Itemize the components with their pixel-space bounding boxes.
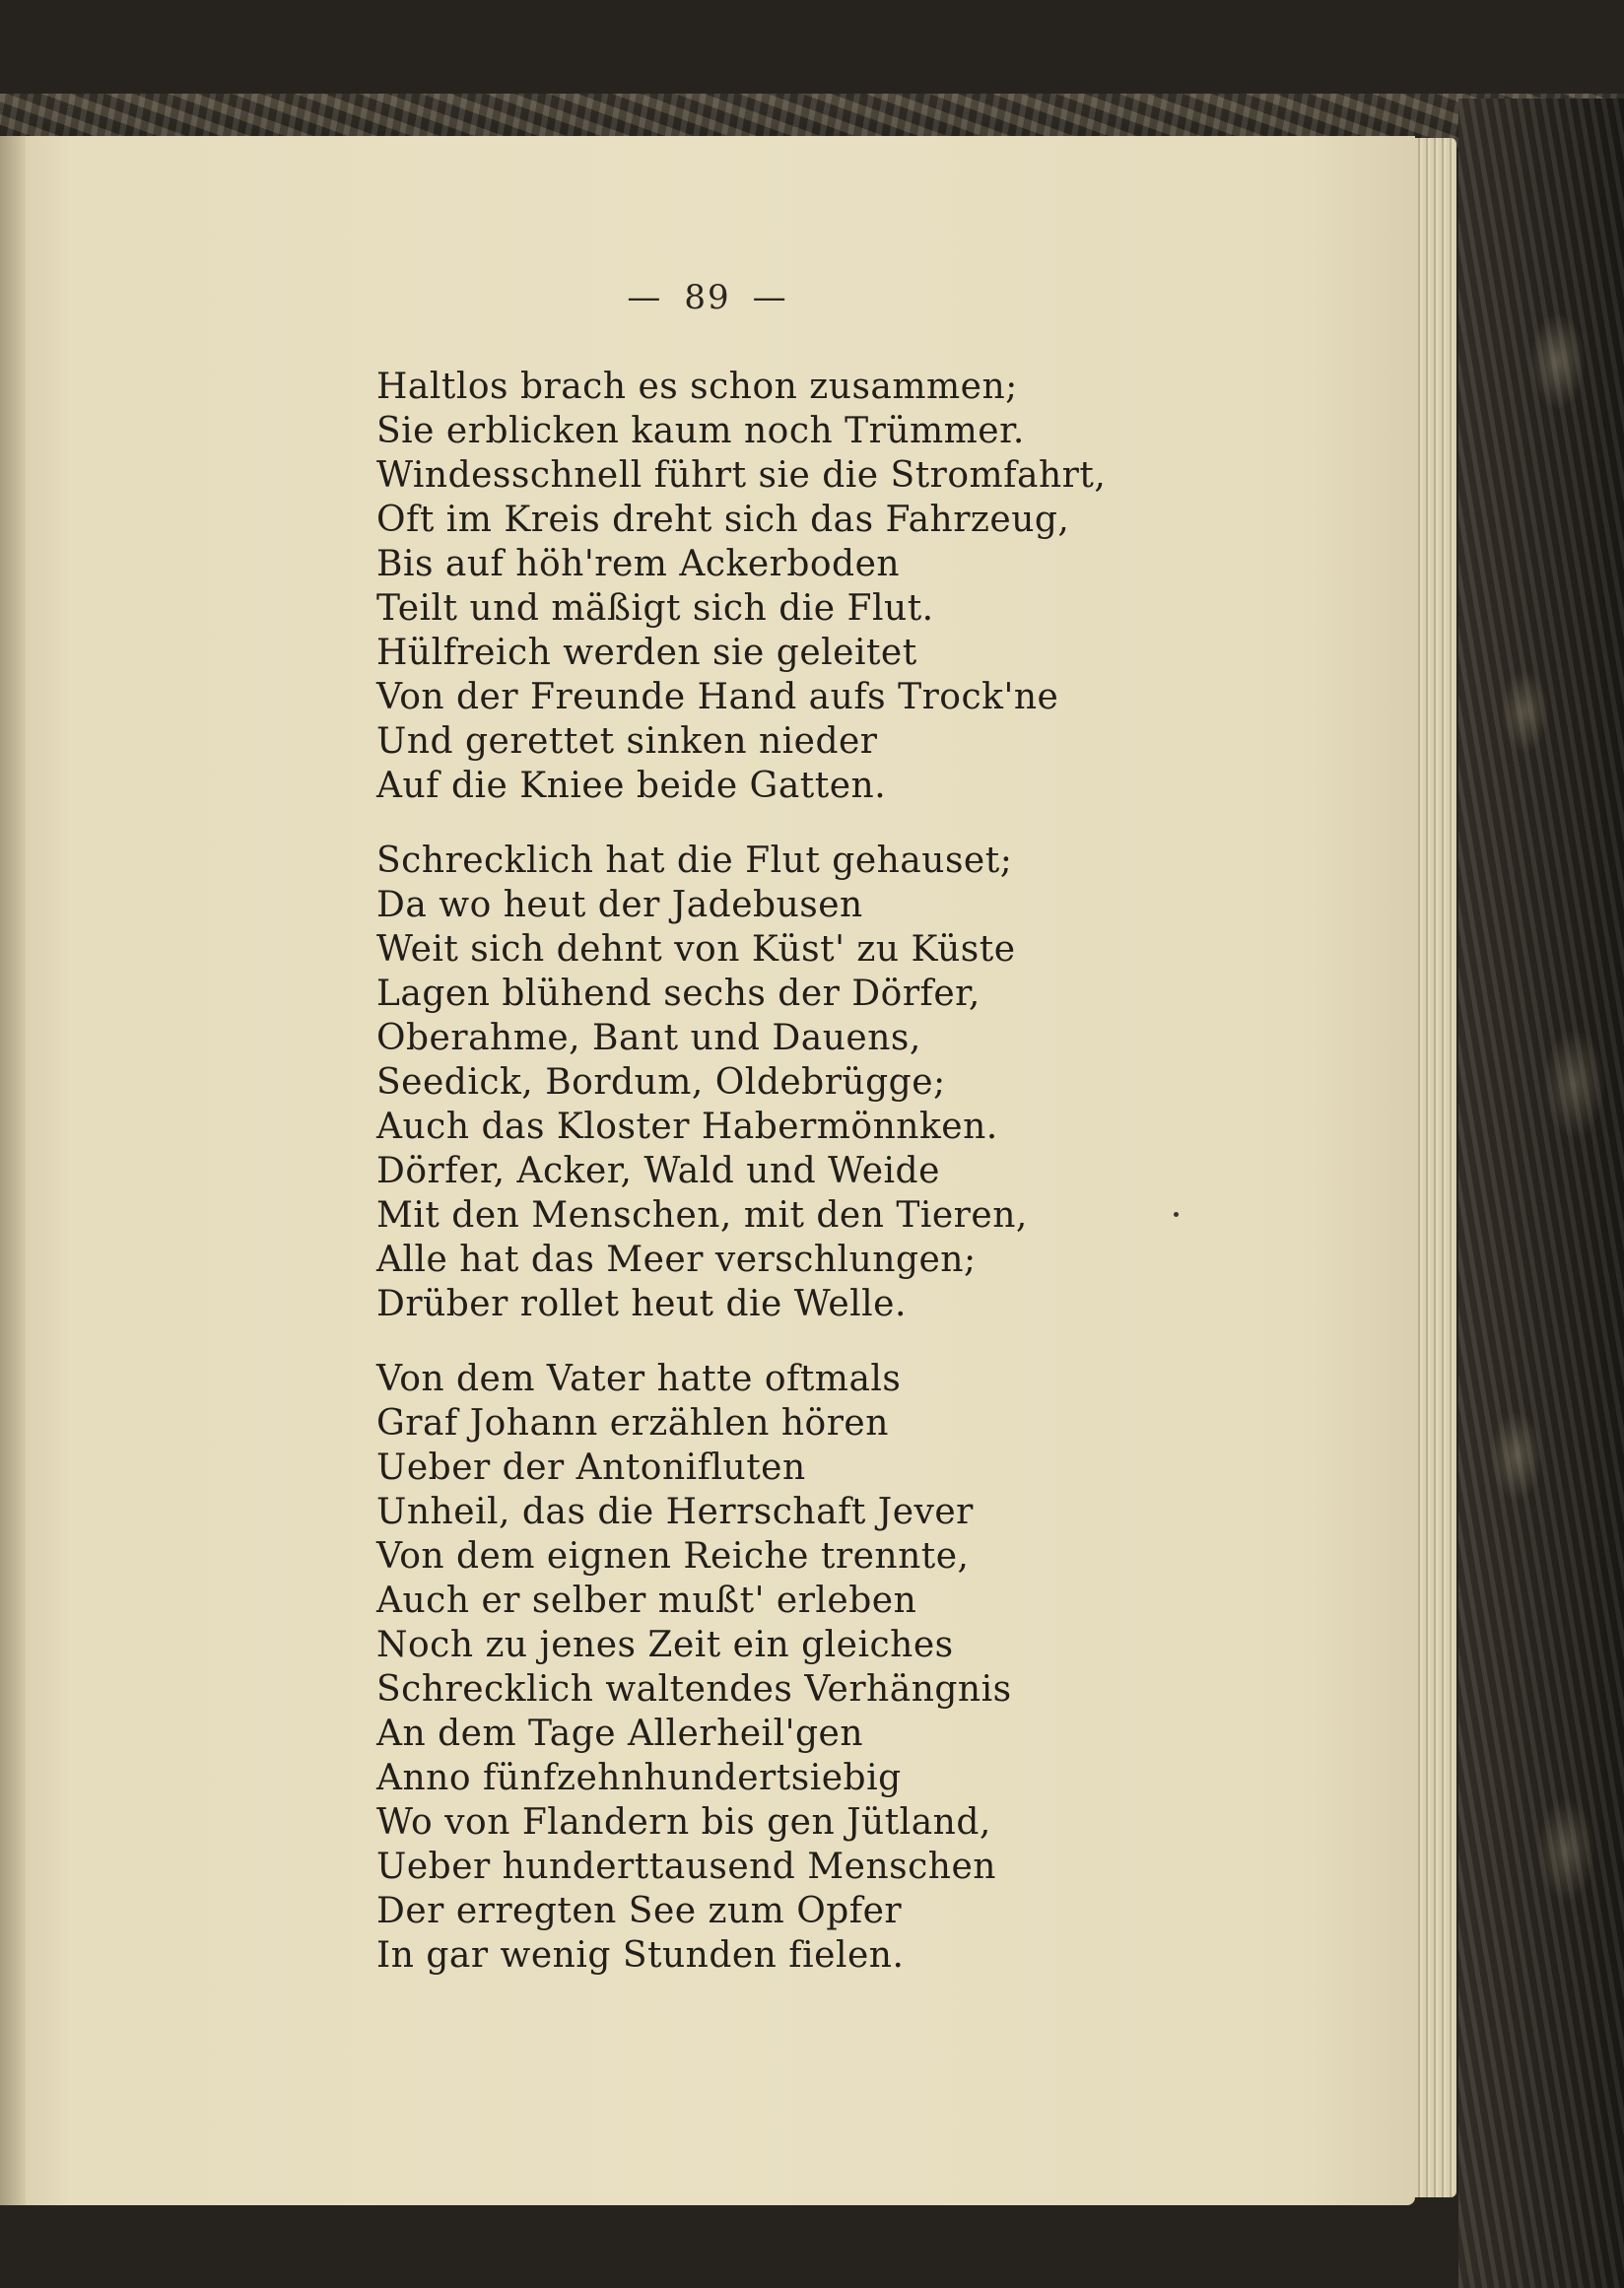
verse-line: Von dem Vater hatte oftmals bbox=[376, 1359, 902, 1399]
verse-line: Auch das Kloster Habermönnken. bbox=[376, 1107, 998, 1147]
verse-line: Seedick, Bordum, Oldebrügge; bbox=[376, 1062, 946, 1103]
page-gutter bbox=[0, 136, 26, 2205]
poem-text bbox=[376, 365, 1362, 1978]
verse-line: Sie erblicken kaum noch Trümmer. bbox=[376, 411, 1025, 451]
stanza-2 bbox=[376, 839, 1362, 1326]
verse-line: Dörfer, Acker, Wald und Weide bbox=[376, 1151, 940, 1191]
verse-line: Oft im Kreis dreht sich das Fahrzeug, bbox=[376, 500, 1070, 540]
verse-line: Schrecklich waltendes Verhängnis bbox=[376, 1669, 1012, 1710]
verse-line: Weit sich dehnt von Küst' zu Küste bbox=[376, 929, 1016, 970]
verse-line: Drüber rollet heut die Welle. bbox=[376, 1284, 907, 1324]
page-number: — 89 — bbox=[627, 278, 788, 317]
marbled-cover-right bbox=[1458, 99, 1624, 2288]
verse-line: Ueber der Antonifluten bbox=[376, 1447, 806, 1488]
verse-line: In gar wenig Stunden fielen. bbox=[376, 1935, 905, 1976]
verse-line: An dem Tage Allerheil'gen bbox=[376, 1714, 864, 1754]
verse-line: Anno fünfzehnhundertsiebig bbox=[376, 1758, 902, 1798]
verse-line: Hülfreich werden sie geleitet bbox=[376, 633, 917, 673]
verse-line: Graf Johann erzählen hören bbox=[376, 1403, 889, 1444]
verse-line: Mit den Menschen, mit den Tieren, bbox=[376, 1195, 1028, 1236]
verse-line: Schrecklich hat die Flut gehauset; bbox=[376, 841, 1013, 881]
verse-line: Oberahme, Bant und Dauens, bbox=[376, 1018, 921, 1058]
verse-line: Ueber hunderttausend Menschen bbox=[376, 1847, 996, 1887]
verse-line: Da wo heut der Jadebusen bbox=[376, 885, 863, 925]
verse-line: Alle hat das Meer verschlungen; bbox=[376, 1240, 977, 1280]
verse-line: Und gerettet sinken nieder bbox=[376, 721, 878, 762]
stanza-3 bbox=[376, 1357, 1362, 1978]
verse-line: Von der Freunde Hand aufs Trock'ne bbox=[376, 677, 1059, 717]
verse-line: Auf die Kniee beide Gatten. bbox=[376, 766, 887, 806]
verse-line: Auch er selber mußt' erleben bbox=[376, 1581, 917, 1621]
verse-line: Windesschnell führt sie die Stromfahrt, bbox=[376, 455, 1107, 496]
verse-line: Haltlos brach es schon zusammen; bbox=[376, 367, 1018, 407]
verse-line: Unheil, das die Herrschaft Jever bbox=[376, 1492, 974, 1532]
ink-speck bbox=[1174, 1212, 1179, 1217]
verse-line: Von dem eignen Reiche trennte, bbox=[376, 1536, 970, 1577]
verse-line: Der erregten See zum Opfer bbox=[376, 1891, 903, 1931]
verse-line: Lagen blühend sechs der Dörfer, bbox=[376, 974, 981, 1014]
verse-line: Wo von Flandern bis gen Jütland, bbox=[376, 1802, 991, 1843]
page-number-value: 89 bbox=[684, 278, 731, 317]
verse-line: Teilt und mäßigt sich die Flut. bbox=[376, 588, 934, 629]
verse-line: Noch zu jenes Zeit ein gleiches bbox=[376, 1625, 954, 1665]
verse-line: Bis auf höh'rem Ackerboden bbox=[376, 544, 901, 584]
stanza-1 bbox=[376, 365, 1362, 808]
